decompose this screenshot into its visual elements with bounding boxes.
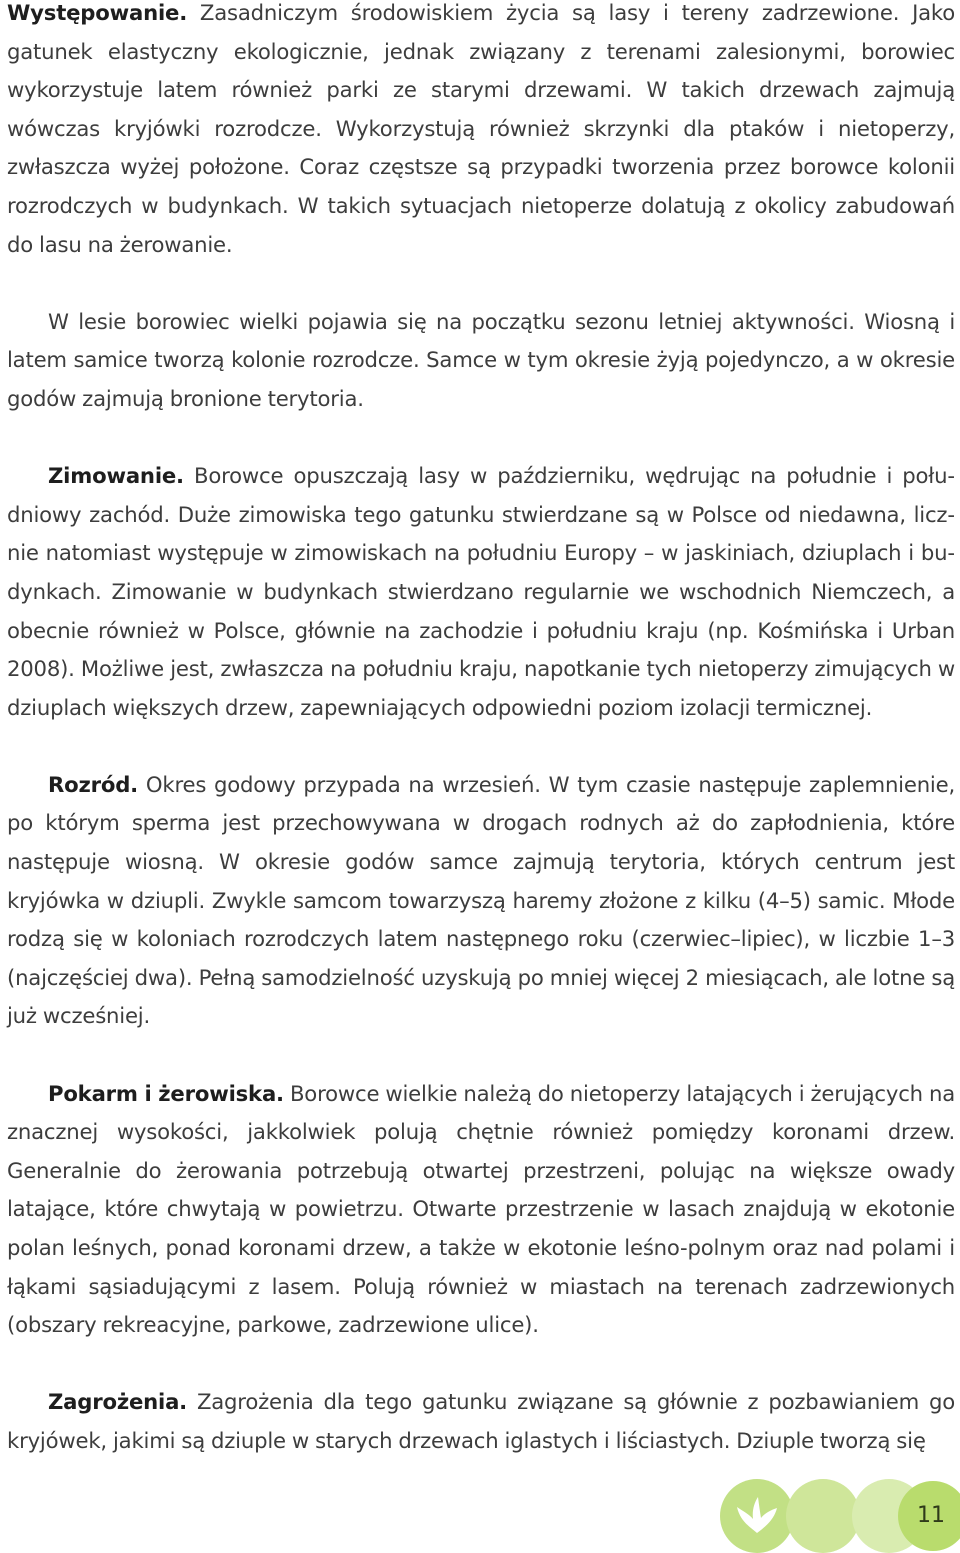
bird-icon — [734, 1493, 780, 1539]
paragraph-pokarm — [7, 1075, 955, 1345]
paragraph-text: W lesie borowiec wielki pojawia się na początku sezonu letniej aktywności. Wiosną i latem samice tworzą kolonie rozrodcze. Samce w tym okresie żyją pojedynczo, a w okresie godów zajmują bronione terytoria. — [7, 308, 955, 411]
decorative-circle — [720, 1479, 794, 1553]
paragraph-text: Borowce wielkie należą do nietoperzy latających i żerujących na znacznej wysokości, jakkolwiek polują chętnie również pomiędzy koronami drzew. Generalnie do żerowania potrzebują otwartej przestrzeni, polując na większe owady latające, które chwytają w powietrzu. Otwarte przestrzenie w lasach znajdują w ekotonie polan leśnych, ponad koronami drzew, a także w ekotonie leśno-polnym oraz nad polami i łąkami sąsiadującymi z lasem. Polują również w miastach na terenach zadrzewionych (obszary rekreacyjne, parkowe, zadrzewione ulice). — [7, 1080, 955, 1338]
page-number: 11 — [917, 1503, 945, 1528]
paragraph-text: Borowce opuszczają lasy w październiku, wędrując na południe i południowy zachód. Duże zimowiska tego gatunku stwierdzane są w Polsce od niedawna, licznie natomiast występuje w zimowiskach na południu Europy – w jaskiniach, dziuplach i budynkach. Zimowanie w budynkach stwierdzano regularnie we wschodnich Niemczech, a obecnie również w Polsce, głównie na zachodzie i południu kraju (np. Kośmińska i Urban 2008). Możliwe jest, zwłaszcza na południu kraju, napotkanie tych nietoperzy zimujących w dziuplach większych drzew, zapewniających odpowiedni poziom izolacji termicznej. — [7, 463, 955, 720]
paragraph-lead: Rozród. — [48, 771, 139, 797]
paragraph-zimowanie — [7, 457, 955, 727]
paragraph-lead: Zimowanie. — [48, 463, 184, 489]
paragraph-lead: Zagrożenia. — [48, 1389, 188, 1415]
paragraph-w-lesie — [7, 303, 955, 419]
paragraph-text: Zagrożenia dla tego gatunku związane są głównie z pozbawianiem go kryjówek, jakimi są dziuple w starych drzewach iglastych i liściastych. Dziuple tworzą się — [7, 1389, 955, 1453]
paragraph-text: Okres godowy przypada na wrzesień. W tym czasie następuje zaplemnienie, po którym sperma jest przechowywana w drogach rodnych aż do zapłodnienia, które następuje wiosną. W okresie godów samce zajmują terytoria, których centrum jest kryjówka w dziupli. Zwykle samcom towarzyszą haremy złożone z kilku (4–5) samic. Młode rodzą się w koloniach rozrodczych latem następnego roku (czerwiec–lipiec), w liczbie 1–3 (najczęściej dwa). Pełną samodzielność uzyskują po mniej więcej 2 miesiącach, ale lotne są już wcześniej. — [7, 771, 955, 1029]
paragraph-text: Zasadniczym środowiskiem życia są lasy i tereny zadrzewione. Jako gatunek elastyczny ekologicznie, jednak związany z terenami zalesionymi, borowiec wykorzystuje latem również parki ze starymi drzewami. W takich drzewach zajmują wówczas kryjówki rozrodcze. Wykorzystują również skrzynki dla ptaków i nietoperzy, zwłaszcza wyżej położone. Coraz częstsze są przypadki tworzenia przez borowce kolonii rozrodczych w budynkach. W takich sytuacjach nietoperze dolatują z okolicy zabudowań do lasu na żerowanie. — [7, 0, 955, 257]
paragraph-lead: Pokarm i żerowiska. — [48, 1080, 284, 1106]
document-body — [7, 0, 955, 1461]
paragraph-lead: Występowanie. — [7, 0, 188, 25]
paragraph-rozrod — [7, 766, 955, 1036]
paragraph-wystepowanie — [7, 0, 955, 264]
page-footer — [720, 1477, 960, 1553]
decorative-circle — [786, 1479, 860, 1553]
paragraph-zagrozenia — [7, 1383, 955, 1460]
